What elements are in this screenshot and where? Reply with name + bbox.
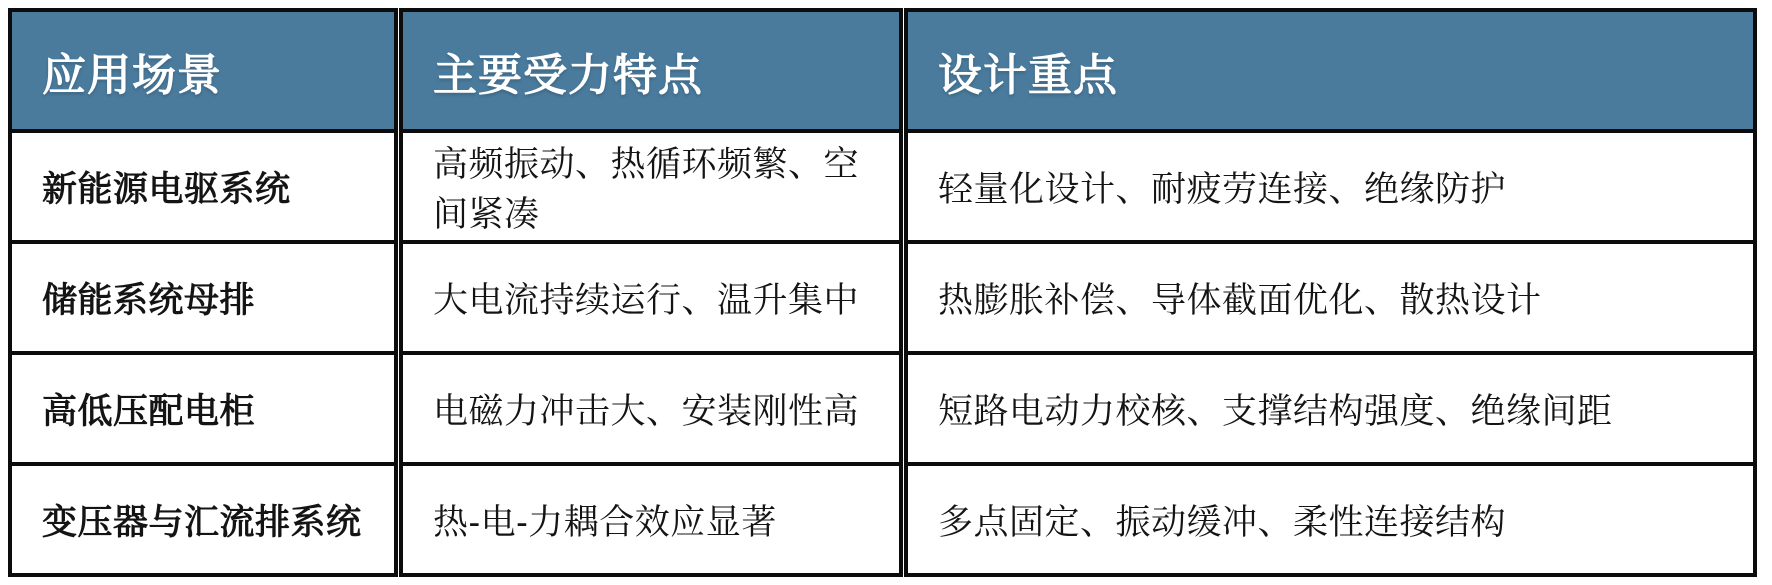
cell-scenario-row2: 储能系统母排 <box>12 240 394 351</box>
column-force-characteristics <box>399 8 903 577</box>
cell-force-row2: 大电流持续运行、温升集中 <box>403 240 899 351</box>
cell-design-row4: 多点固定、振动缓冲、柔性连接结构 <box>908 462 1753 573</box>
cell-design-row2: 热膨胀补偿、导体截面优化、散热设计 <box>908 240 1753 351</box>
cell-force-row1: 高频振动、热循环频繁、空间紧凑 <box>403 129 899 240</box>
column-application-scenario <box>8 8 398 577</box>
cell-scenario-row3: 高低压配电柜 <box>12 351 394 462</box>
cell-scenario-row1: 新能源电驱系统 <box>12 129 394 240</box>
cell-force-row3: 电磁力冲击大、安装刚性高 <box>403 351 899 462</box>
cell-force-row4: 热-电-力耦合效应显著 <box>403 462 899 573</box>
cell-scenario-row4: 变压器与汇流排系统 <box>12 462 394 573</box>
cell-design-row1: 轻量化设计、耐疲劳连接、绝缘防护 <box>908 129 1753 240</box>
header-force-characteristics: 主要受力特点 <box>403 12 899 129</box>
column-design-focus <box>904 8 1757 577</box>
cell-design-row3: 短路电动力校核、支撑结构强度、绝缘间距 <box>908 351 1753 462</box>
header-application-scenario: 应用场景 <box>12 12 394 129</box>
comparison-table <box>8 8 1757 577</box>
header-design-focus: 设计重点 <box>908 12 1753 129</box>
